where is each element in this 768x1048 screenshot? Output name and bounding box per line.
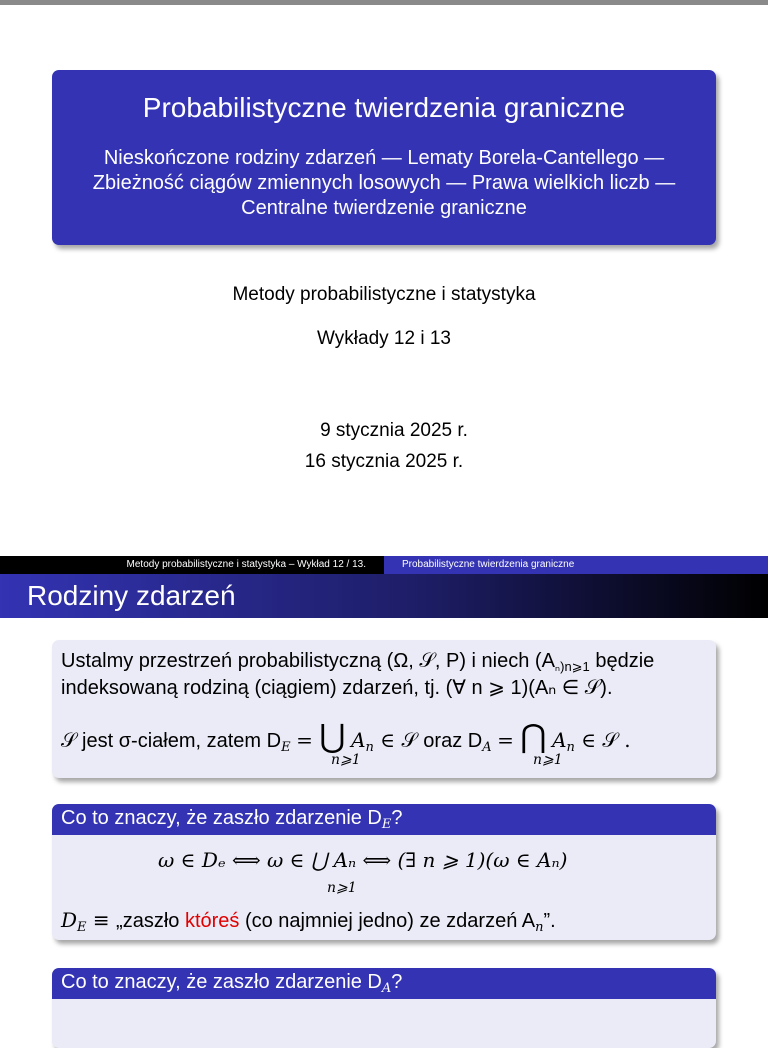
intro-block: [52, 640, 716, 778]
slide-headline: [0, 556, 768, 574]
intro-line-1-end: będzie: [589, 650, 655, 672]
block-title-end: ?: [391, 807, 403, 829]
headline-section: Probabilistyczne twierdzenia graniczne: [384, 556, 768, 574]
subtitle-line: Nieskończone rodziny zdarzeń — Lematy Borela-Cantellego —: [103, 147, 665, 169]
title-block: [52, 70, 716, 245]
block-title-text: Co to znaczy, że zaszło zdarzenie D: [61, 807, 382, 829]
definition-block-DA: [52, 968, 716, 1048]
block-title: [52, 804, 716, 835]
intersection-index: n⩾1: [533, 752, 563, 768]
slide-top-border: [0, 0, 768, 5]
block-title: [52, 968, 716, 999]
course-name: Metody probabilistyczne i statystyka: [232, 284, 536, 305]
date-first: 9 stycznia 2025 r.: [320, 420, 468, 441]
block1-note: $D_E$ ≡ „zaszło któreś (co najmniej jedno) ze zdarzeń $A_n$”.: [61, 908, 556, 935]
presentation-subtitle: [66, 146, 702, 221]
block-title-end: ?: [391, 971, 403, 993]
union-index: n⩾1: [331, 752, 361, 768]
definition-block-DE: [52, 804, 716, 940]
union-symbol: ⋃: [319, 717, 346, 755]
presentation-title: Probabilistyczne twierdzenia graniczne: [142, 92, 626, 123]
subtitle-line: Centralne twierdzenie graniczne: [241, 197, 527, 219]
intro-line-3-mid: oraz D: [423, 730, 483, 752]
note-part-b: (co najmniej jedno) ze zdarzeń A: [239, 910, 536, 932]
block-title-sub: A: [381, 981, 392, 996]
note-part-c: ”.: [543, 910, 556, 932]
intro-index: n⩾1: [564, 659, 590, 674]
block-title-text: Co to znaczy, że zaszło zdarzenie D: [61, 971, 382, 993]
intro-line-2: indeksowaną rodziną (ciągiem) zdarzeń, tj. (∀ n ⩾ 1)(Aₙ ∈ 𝒮).: [61, 677, 613, 699]
lecture-numbers: Wykłady 12 i 13: [317, 328, 451, 349]
block1-index: n⩾1: [327, 880, 357, 896]
content-slide: [0, 556, 768, 1024]
intro-line-1: [61, 650, 654, 675]
intro-line-3: 𝒮 jest σ-ciałem, zatem $D_E$ = ⋃ $A_n$ ∈ 𝒮 oraz $D_A$ = ⋂ $A_n$ ∈ 𝒮 .: [61, 717, 631, 755]
intro-line-3-text: 𝒮 jest σ-ciałem, zatem D: [61, 730, 282, 752]
intersection-symbol: ⋂: [520, 717, 547, 755]
frame-title: Rodziny zdarzeń: [0, 574, 768, 618]
intro-line-1-text: Ustalmy przestrzeń probabilistyczną (Ω, 𝒮, P) i niech (A: [61, 650, 555, 672]
intro-line-1-sub: ₙ): [554, 659, 565, 674]
headline-course: Metody probabilistyczne i statystyka – Wykład 12 / 13.: [0, 556, 384, 574]
note-emphasis: któreś: [184, 910, 240, 932]
note-part-a: „zaszło: [116, 910, 185, 932]
block1-formula: ω ∈ Dₑ ⟺ ω ∈ ⋃ Aₙ ⟺ (∃ n ⩾ 1)(ω ∈ Aₙ): [158, 848, 568, 872]
block-title-sub: E: [381, 817, 392, 832]
subtitle-line: Zbieżność ciągów zmiennych losowych — Prawa wielkich liczb —: [92, 172, 676, 194]
date-second: 16 stycznia 2025 r.: [304, 451, 464, 472]
